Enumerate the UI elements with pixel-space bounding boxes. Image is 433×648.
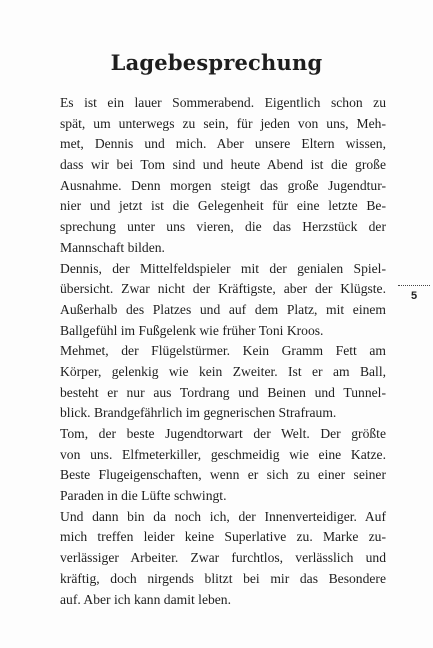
text-line: Außerhalb des Platzes und auf dem Platz, mit einem [60, 301, 386, 317]
text-line: dass wir bei Tom sind und heute Abend ist die große [60, 157, 386, 173]
text-line: blick. Brandgefährlich im gegnerischen Strafraum. [60, 405, 337, 421]
text-line: besteht er nur aus Tordrang und Beinen und Tunnel- [60, 384, 386, 400]
text-line: Paraden in die Lüfte schwingt. [60, 488, 227, 504]
text-line: met, Dennis und mich. Aber unsere Eltern wissen, [60, 136, 386, 152]
text-line: kräftig, doch nirgends blitzt bei mir das Besondere [60, 570, 386, 586]
text-line: Beste Flugeigenschaften, wenn er sich zu einer seiner [60, 467, 386, 483]
chapter-title: Lagebesprechung [110, 50, 323, 75]
text-line: übersicht. Zwar nicht der Kräftigste, aber der Klügste. [60, 281, 386, 297]
text-line: Tom, der beste Jugendtorwart der Welt. Der größte [60, 426, 386, 441]
text-line: sprechung unter uns vieren, die das Herzstück der [60, 219, 386, 235]
text-line: spät, um unterwegs zu sein, für jeden von uns, Meh- [60, 115, 386, 131]
text-line: Dennis, der Mittelfeldspieler mit der genialen Spiel- [60, 260, 386, 276]
page-number-rule [398, 285, 430, 286]
text-line: Und dann bin da noch ich, der Innenverteidiger. Auf [60, 508, 386, 524]
page-number-marker [398, 285, 430, 302]
text-line: mich treffen leider keine Superlative zu. Marke zu- [60, 529, 386, 545]
page-number: 5 [410, 290, 418, 302]
text-line: Es ist ein lauer Sommerabend. Eigentlich schon zu [60, 95, 386, 110]
text-line: nier und jetzt ist die Gelegenheit für eine letzte Be- [60, 198, 386, 214]
text-line: verlässiger Arbeiter. Zwar furchtlos, verlässlich und [60, 550, 386, 566]
text-line: Körper, gelenkig wie kein Zweiter. Ist er am Ball, [60, 363, 386, 379]
body-text [60, 93, 386, 610]
text-line: von uns. Elfmeterkiller, geschmeidig wie eine Katze. [60, 446, 386, 462]
text-line: Ausnahme. Denn morgen steigt das große Jugendtur- [60, 177, 386, 193]
text-line: Mannschaft bilden. [60, 239, 165, 255]
text-line: auf. Aber ich kann damit leben. [60, 591, 231, 607]
text-line: Ballgefühl im Fußgelenk wie früher Toni Kroos. [60, 322, 324, 338]
text-line: Mehmet, der Flügelstürmer. Kein Gramm Fett am [60, 343, 386, 359]
